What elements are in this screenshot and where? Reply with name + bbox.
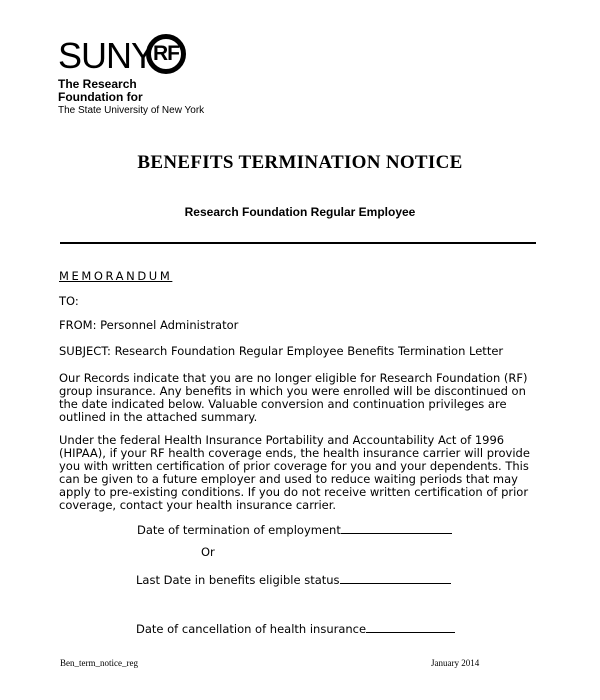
last-eligible-date-field	[136, 571, 451, 587]
cancellation-date-label: Date of cancellation of health insurance	[136, 622, 367, 636]
last-eligible-date-label: Last Date in benefits eligible status	[136, 573, 340, 587]
document-subtitle: Research Foundation Regular Employee	[184, 205, 416, 219]
termination-date-field	[137, 521, 452, 537]
divider	[60, 242, 536, 244]
footer-doc-id: Ben_term_notice_reg	[60, 658, 138, 668]
termination-date-blank[interactable]	[341, 521, 452, 534]
last-eligible-date-blank[interactable]	[340, 571, 451, 584]
logo-line2: Foundation for	[58, 90, 143, 104]
logo-brand: SUNY	[58, 35, 155, 76]
logo-line3: The State University of New York	[58, 105, 205, 116]
logo-line1: The Research	[58, 77, 137, 91]
suny-rf-logo	[58, 34, 204, 118]
memo-from: FROM: Personnel Administrator	[59, 318, 239, 332]
document-title: BENEFITS TERMINATION NOTICE	[137, 152, 463, 173]
paragraph-eligibility: Our Records indicate that you are no longer eligible for Research Foundation (RF) group insurance. Any benefits in which you were enrolled will be discontinued on the date indicated below. Valuable conversion and continuation privileges are outlined in the attached summary.	[59, 371, 528, 424]
rf-mark: RF	[146, 34, 186, 74]
cancellation-date-blank[interactable]	[366, 620, 455, 633]
termination-date-label: Date of termination of employment	[137, 523, 341, 537]
memo-heading: MEMORANDUM	[59, 269, 173, 283]
cancellation-date-field	[136, 620, 455, 636]
memo-subject: SUBJECT: Research Foundation Regular Employee Benefits Termination Letter	[59, 344, 504, 358]
or-label: Or	[201, 545, 215, 559]
paragraph-hipaa: Under the federal Health Insurance Portability and Accountability Act of 1996 (HIPAA), if your RF health coverage ends, the health insurance carrier will provide you with written certification of prior coverage for you and your dependents. This can be given to a future employer and used to reduce waiting periods that may apply to pre-existing conditions. If you do not receive written certification of prior coverage, contact your health insurance carrier.	[59, 433, 530, 512]
memo-to: TO:	[59, 294, 79, 308]
footer-date: January 2014	[431, 658, 480, 668]
